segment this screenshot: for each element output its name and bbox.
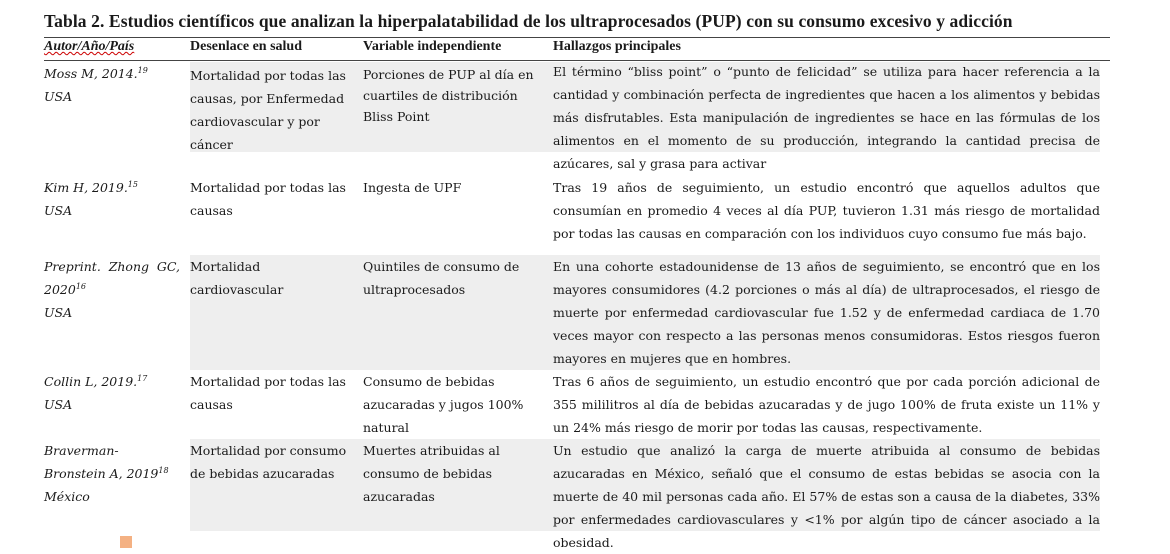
- variable-cell: Muertes atribuidas al consumo de bebidas azucaradas: [363, 443, 500, 504]
- outcome-cell: Mortalidad cardiovascular: [190, 259, 284, 297]
- variable-cell: Porciones de PUP al día en cuartiles de distribución Bliss Point: [363, 67, 534, 124]
- variable-cell: Ingesta de UPF: [363, 180, 462, 195]
- outcome-cell: Mortalidad por todas las causas: [190, 180, 346, 218]
- table-row: [44, 370, 1110, 436]
- author-cell: Collin L, 2019.17 USA: [44, 373, 148, 412]
- table-row: [44, 62, 1110, 174]
- country: USA: [44, 203, 73, 218]
- findings-cell: Tras 6 años de seguimiento, un estudio encontró que por cada porción adicional de 355 mililitros al día de bebidas azucaradas y de jugo 100% de fruta existe un 11% y un 24% más riesgo de morir por todas las causas, respectivamente.: [553, 374, 1100, 435]
- table-title: Tabla 2. Estudios científicos que analizan la hiperpalatabilidad de los ultraprocesados (PUP) con su consumo excesivo y adicción: [44, 11, 1013, 31]
- country: USA: [44, 305, 73, 320]
- page-marker: [120, 536, 132, 548]
- variable-cell: Consumo de bebidas azucaradas y jugos 100% natural: [363, 374, 524, 435]
- outcome-cell: Mortalidad por todas las causas, por Enfermedad cardiovascular y por cáncer: [190, 68, 346, 152]
- header-outcome: Desenlace en salud: [190, 39, 302, 54]
- findings-cell: Tras 19 años de seguimiento, un estudio encontró que aquellos adultos que consumían en promedio 4 veces al día PUP, tuvieron 1.31 más riesgo de mortalidad por todas las causas en comparación con los individuos cuyo consumo fue más bajo.: [553, 180, 1100, 241]
- author-cell: Moss M, 2014.19 USA: [44, 65, 148, 104]
- findings-cell: En una cohorte estadounidense de 13 años de seguimiento, se encontró que en los mayores consumidores (4.2 porciones o más al día) de ultraprocesados, el riesgo de muerte por enfermedad cardiovascular fue 1.52 y de enfermedad cardiaca de 1.70 veces mayor con respecto a las personas menos consumidoras. Estos riesgos fueron mayores en mujeres que en hombres.: [553, 259, 1100, 366]
- author-cell: Kim H, 2019.15 USA: [44, 179, 138, 218]
- country: México: [44, 489, 90, 504]
- findings-cell: Un estudio que analizó la carga de muerte atribuida al consumo de bebidas azucaradas en México, señaló que el consumo de estas bebidas se asocia con la muerte de 40 mil personas cada año. El 57% de estas son a causa de la diabetes, 33% por enfermedades cardiovasculares y <1% por algún tipo de cáncer asociado a la obesidad.: [553, 443, 1100, 550]
- variable-cell: Quintiles de consumo de ultraprocesados: [363, 259, 520, 297]
- table-row: [44, 176, 1110, 248]
- header-findings: Hallazgos principales: [553, 39, 681, 54]
- author-cell: Braverman- Bronstein A, 2019$^{18}$ México: [44, 443, 169, 504]
- header-author: Autor/Año/País: [44, 39, 135, 54]
- outcome-cell: Mortalidad por todas las causas: [190, 374, 346, 412]
- table-header: [44, 37, 1110, 61]
- country: USA: [44, 397, 73, 412]
- table-row: [44, 439, 1110, 550]
- table-row: Preprint. Zhong GC, 2020$^{16}$ USA Mortalidad cardiovascular Quintiles de consumo de ultraprocesados En una cohorte estadounidense de 13 años de seguimiento, se encontró que en los mayores consumidores (4.2 porciones o más al día) de ultraprocesados, el riesgo de muerte por enfermedad cardiovascular fue 1.52 y de enfermedad cardiaca de 1.70 veces mayor con respecto a las personas menos consumidoras. Estos riesgos fueron mayores en mujeres que en hombres.: [44, 255, 1110, 370]
- findings-cell: El término “bliss point” o “punto de felicidad” se utiliza para hacer referencia a la cantidad y combinación perfecta de ingredientes que hacen a los alimentos y bebidas más disfrutables. Esta manipulación de ingredientes se hace en las fórmulas de los alimentos en el momento de su producción, integrando la cantidad precisa de azúcares, sal y grasa para activar: [553, 64, 1100, 171]
- header-variable: Variable independiente: [363, 39, 502, 54]
- author-cell: Preprint. Zhong GC,: [44, 259, 180, 274]
- country: USA: [44, 89, 73, 104]
- outcome-cell: Mortalidad por consumo de bebidas azucaradas: [190, 443, 347, 481]
